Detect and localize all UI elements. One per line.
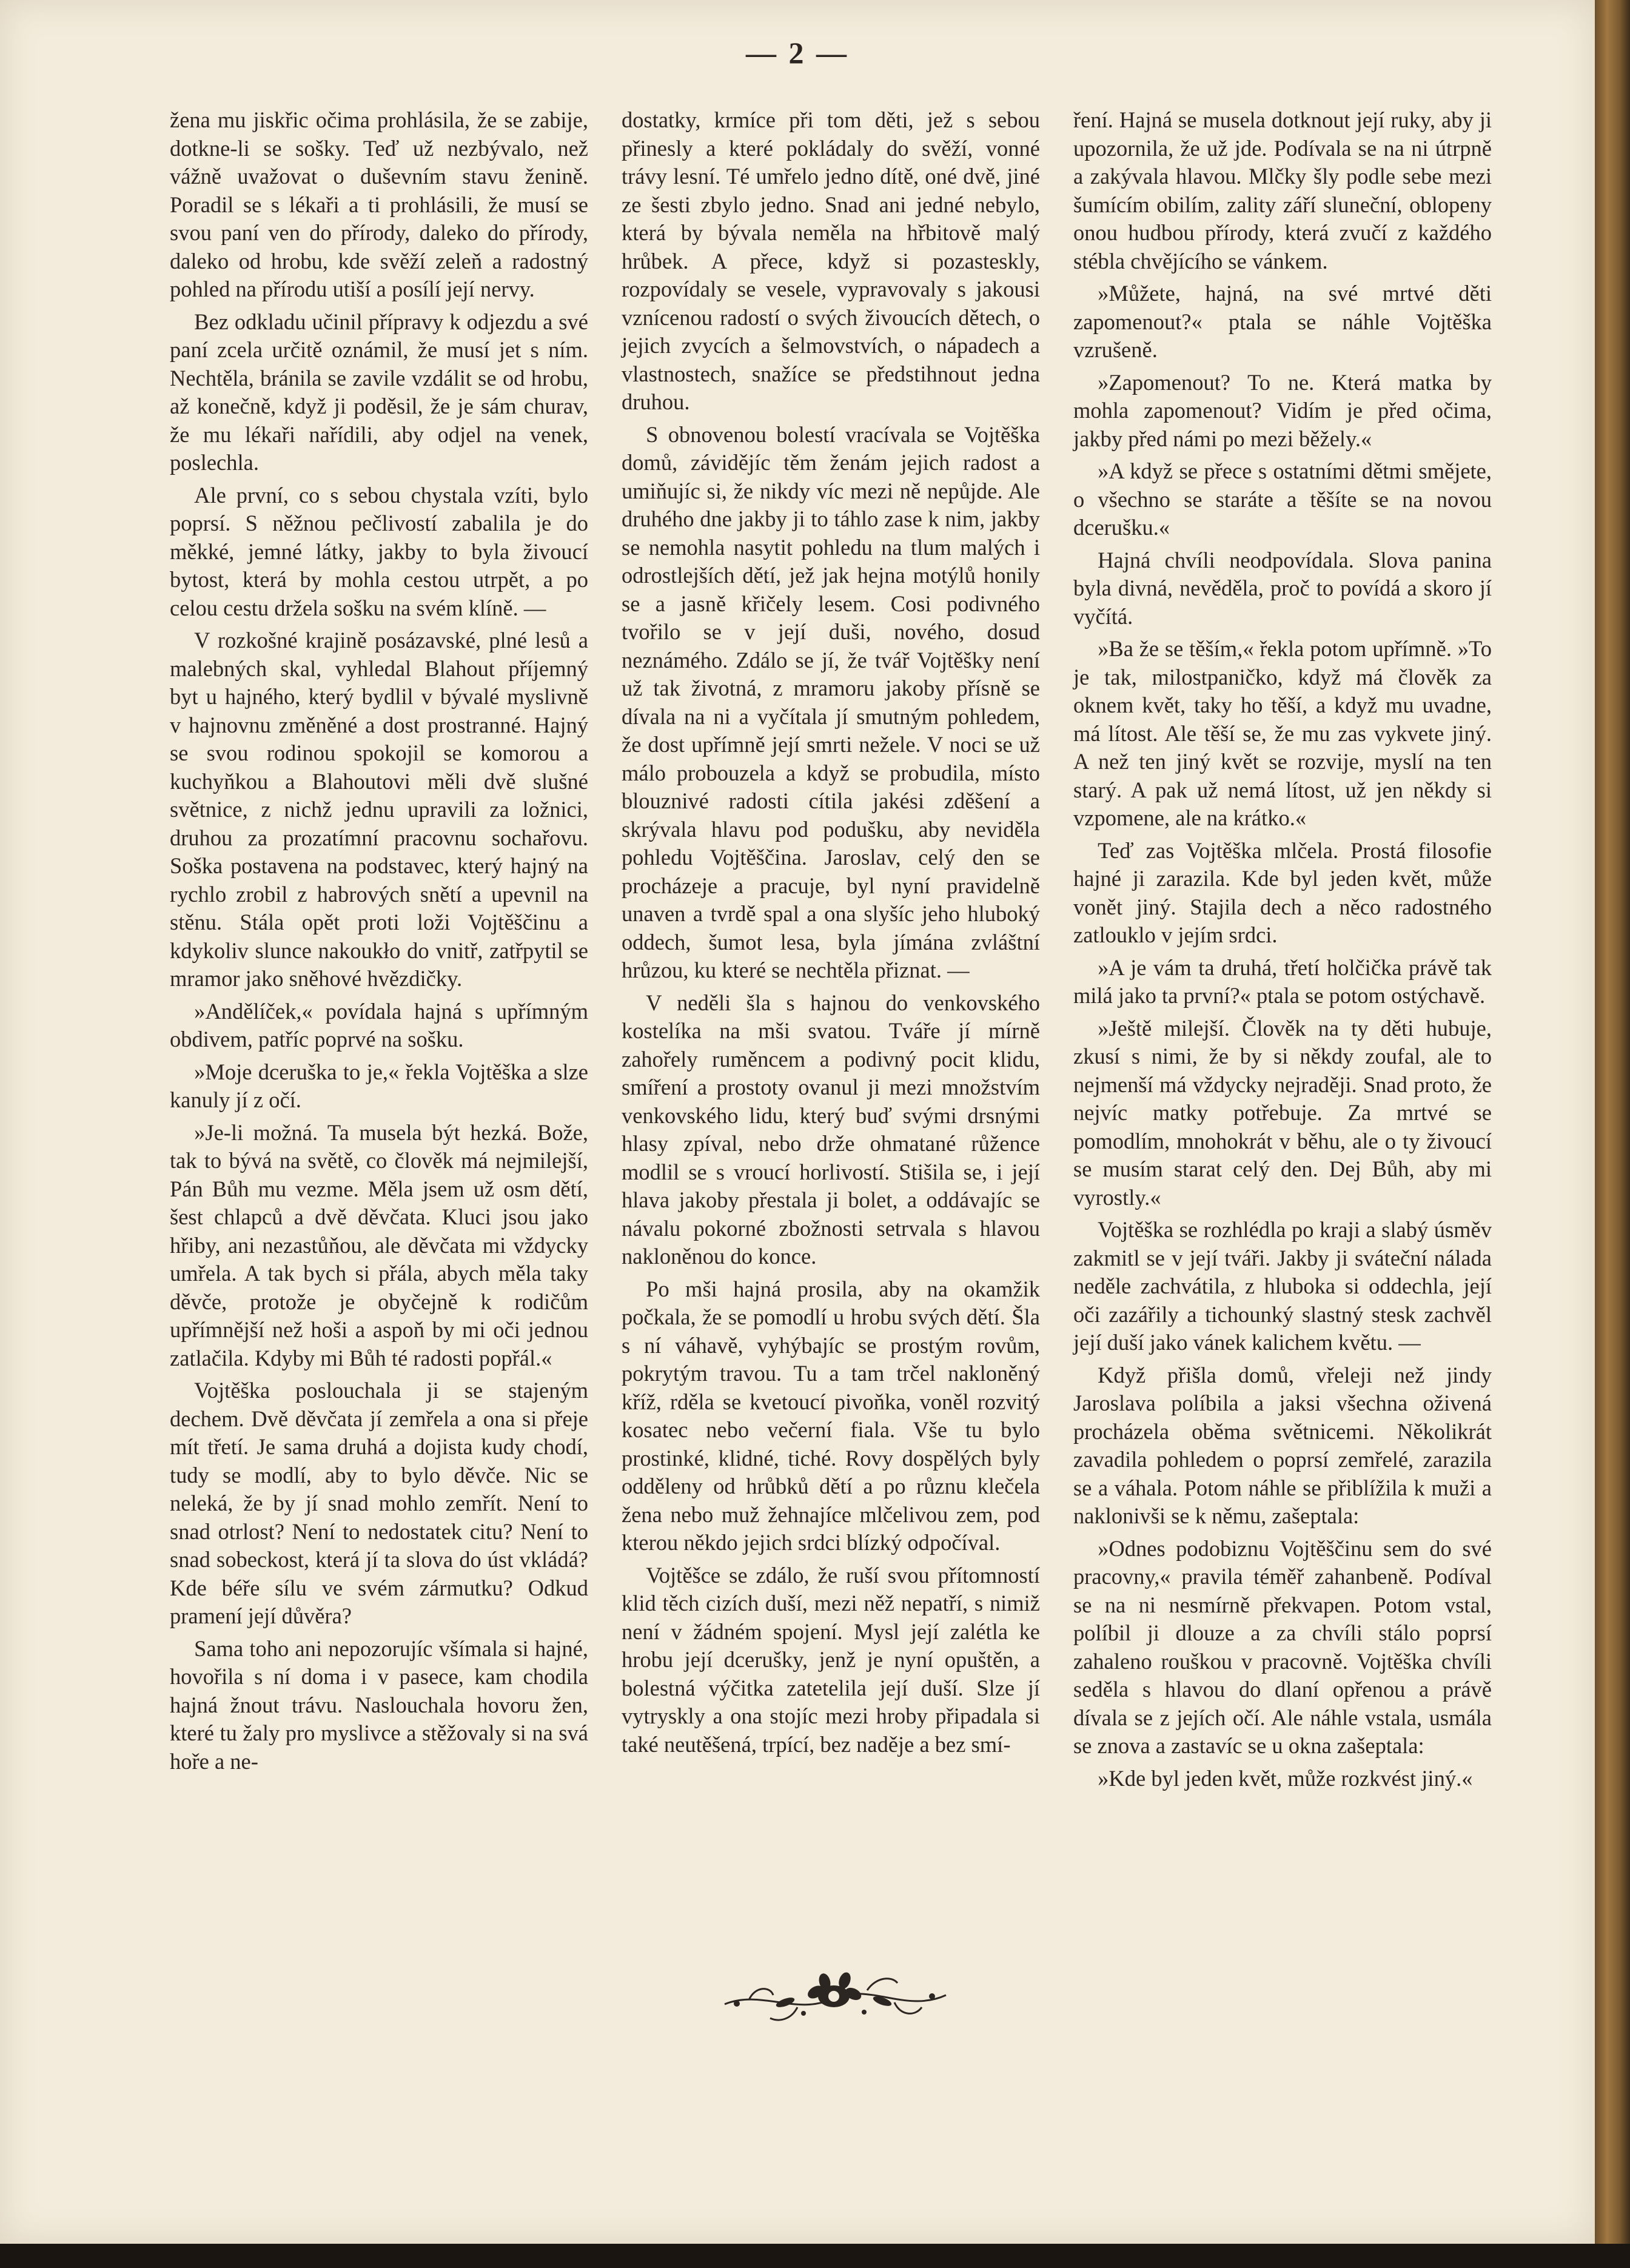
paragraph: Vojtěšce se zdálo, že ruší svou přítomností klid těch cizích duší, mezi něž nepatří, s nimiž není v žádném spojení. Mysl její zalétla ke hrobu její dcerušky, jenž je nyní opuštěn, a bolestná výčitka zatetelila její duší. Slze jí vytryskly a ona stojíc mezi hroby připadala si také neutěšená, trpící, bez naděje a bez smí- [622,1562,1040,1757]
column-2 [622,106,1040,1998]
paragraph: »A když se přece s ostatními dětmi smějete, o všechno se staráte a těšíte se na novou dcerušku.« [1073,458,1492,540]
paragraph: »Zapomenout? To ne. Která matka by mohla zapomenout? Vidím je před očima, jakby před námi po mezi běžely.« [1073,369,1492,451]
paragraph: ření. Hajná se musela dotknout její ruky, aby ji upozornila, že už jde. Podívala se na ni útrpně a zakývala hlavou. Mlčky šly podle sebe mezi šumícím obilím, zality září sluneční, oblopeny onou hudbou přírody, která zvučí z každého stébla chvějícího se vánkem. [1073,107,1492,273]
paragraph: »A je vám ta druhá, třetí holčička právě tak milá jako ta první?« ptala se potom ostýchavě. [1073,955,1492,1008]
paragraph: Sama toho ani nepozorujíc všímala si hajné, hovořila s ní doma i v pasece, kam chodila hajná žnout trávu. Naslouchala hovoru žen, které tu žaly pro myslivce a stěžovaly si na svá hoře a ne- [170,1636,588,1774]
book-spine [1595,0,1630,2268]
floral-ornament-icon [713,1959,955,2031]
page-number: — 2 — [746,36,849,70]
bottom-edge [0,2244,1630,2268]
paragraph: »Odnes podobiznu Vojtěščinu sem do své pracovny,« pravila téměř zahanbeně. Podíval se na ni nesmírně překvapen. Potom vstal, políbil ji dlouze a za chvíli stálo poprsí zahaleno rouškou v pracovně. Vojtěška chvíli seděla s hlavou do dlaní opřenou a právě dívala se z jejích očí. Ale náhle vstala, usmála se znova a zastavíc se u okna zašeptala: [1073,1535,1492,1758]
paragraph: Hajná chvíli neodpovídala. Slova panina byla divná, nevěděla, proč to povídá a skoro jí vyčítá. [1073,547,1492,629]
paragraph: »Je-li možná. Ta musela být hezká. Bože, tak to bývá na světě, co člověk má nejmilejší, Pán Bůh mu vezme. Měla jsem už osm dětí, šest chlapců a dvě děvčata. Kluci jsou jako hřiby, ani nezastůňou, ale děvčata mi vždycky umřela. A tak bych si přála, abych měla taky děvče, protože je obyčejně k rodičům upřímnější než hoši a aspoň by mi oči jednou zatlačila. Kdyby mi Bůh té radosti popřál.« [170,1119,588,1371]
paragraph: Ale první, co s sebou chystala vzíti, bylo poprsí. S něžnou pečlivostí zabalila je do měkké, jemné látky, jakby to byla živoucí bytost, která by mohla cestou utrpět, a po celou cestu držela sošku na svém klíně. — [170,482,588,620]
column-3 [1073,106,1492,1998]
text-columns [170,106,1492,1998]
paragraph: »Andělíček,« povídala hajná s upřímným obdivem, patříc poprvé na sošku. [170,998,588,1052]
paragraph: »Ba že se těším,« řekla potom upřímně. »To je tak, milostpaničko, když má člověk za oknem květ, taky ho těší, a když mu uvadne, má lítost. Ale těší se, že mu zas vykvete jiný. A než ten jiný květ se rozvije, myslí na ten starý. A pak už nemá lítost, už jen někdy si vzpomene, ale na krátko.« [1073,636,1492,830]
paragraph: »Moje dceruška to je,« řekla Vojtěška a slze kanuly jí z očí. [170,1059,588,1112]
paragraph: Vojtěška se rozhlédla po kraji a slabý úsměv zakmitl se v její tváři. Jakby ji sváteční nálada neděle zachvátila, z hluboka si oddechla, její oči zazářily a tichounký slastný stesk zachvěl její duší jako vánek kalichem květu. — [1073,1217,1492,1355]
paragraph: dostatky, krmíce při tom děti, jež s sebou přinesly a které pokládaly do svěží, vonné trávy lesní. Té umřelo jedno dítě, oné dvě, jiné ze šesti zbylo jedno. Snad ani jedné nebylo, která by bývala neměla na hřbitově malý hrůbek. A přece, když si pozasteskly, rozpovídaly se vesele, vypravovaly s jakousi vznícenou radostí o svých živoucích dětech, o jejich zvycích a šelmovstvích, o nápadech a vlastnostech, snažíce se předstihnout jedna druhou. [622,107,1040,414]
paragraph: Vojtěška poslouchala ji se stajeným dechem. Dvě děvčata jí zemřela a ona si přeje mít třetí. Je sama druhá a dojista kudy chodí, tudy se modlí, aby to bylo děvče. Nic se neleká, že by jí snad mohlo zemřít. Není to snad otrlost? Není to nedostatek citu? Není to snad sobeckost, která jí ta slova do úst vkládá? Kde béře sílu ve svém zármutku? Odkud pramení její důvěra? [170,1378,588,1628]
paragraph: Bez odkladu učinil přípravy k odjezdu a své paní zcela určitě oznámil, že musí jet s ním. Nechtěla, bránila se zavile vzdálit se od hrobu, až konečně, když ji poděsil, že je sám churav, že mu lékaři nařídili, aby odjel na venek, poslechla. [170,309,588,475]
paragraph: »Ještě milejší. Člověk na ty děti hubuje, zkusí s nimi, že by si někdy zoufal, ale to nejmenší má vždycky nejraději. Snad proto, že nejvíc matky potřebuje. Za mrtvé se pomodlím, mnohokrát v běhu, ale o ty živoucí se musím starat celý den. Dej Bůh, aby mi vyrostly.« [1073,1015,1492,1210]
column-1 [170,106,588,1998]
paragraph: »Můžete, hajná, na své mrtvé děti zapomenout?« ptala se náhle Vojtěška vzrušeně. [1073,281,1492,362]
paragraph: Po mši hajná prosila, aby na okamžik počkala, že se pomodlí u hrobu svých dětí. Šla s ní váhavě, vyhýbajíc se prostým rovům, pokrytým travou. Tu a tam trčel nakloněný kříž, rděla se kvetoucí pivoňka, voněl rozvitý kosatec nebo večerní fiala. Vše tu bylo prostinké, klidné, tiché. Rovy dospělých byly odděleny od hrůbků dětí a po různu klečela žena nebo muž žehnajíce mlčelivou zem, pod kterou někdo jejich srdci blízký odpočíval. [622,1276,1040,1555]
paragraph: V rozkošné krajině posázavské, plné lesů a malebných skal, vyhledal Blahout příjemný byt u hajného, který bydlil v bývalé myslivně v hajnovnu změněné a dost prostranné. Hajný se svou rodinou spokojil se komorou a kuchyňkou a Blahoutovi měli dvě slušné světnice, z nichž jednu upravili za ložnici, druhou za prozatímní pracovnu sochařovu. Soška postavena na podstavec, který hajný na rychlo zrobil z habrových snětí a upevnil na stěnu. Stála opět proti loži Vojtěščinu a kdykoliv slunce nakoukło do vnitř, zatřpytil se mramor jako sněhové hvězdičky. [170,628,588,991]
paragraph: S obnovenou bolestí vracívala se Vojtěška domů, závidějíc těm ženám jejich radost a umiňujíc si, že nikdy víc mezi ně nepůjde. Ale druhého dne jakby ji to táhlo zase k nim, jakby se nemohla nasytit pohledu na tlum malých i odrostlejších dětí, jež jak hejna motýlů honily se a jasně křičely lesem. Cosi podivného tvořilo se v její duši, nového, dosud neznámého. Zdálo se jí, že tvář Vojtěšky není už tak životná, z mramoru jakoby přísně se dívala na ni a vyčítala jí smutným pohledem, že dost upřímně její smrti nežele. V noci se už málo probouzela a když se probudila, místo blouznivé radosti cítila jakési zděšení a skrývala hlavu pod podušku, aby neviděla pohledu Vojtěščina. Jaroslav, celý den se procházeje a pracuje, byl nyní pravidelně unaven a tvrdě spal a ona slyšíc jeho hluboký oddech, šumot lesa, byla jímána zvláštní hrůzou, ku které se nechtěla přiznat. — [622,421,1040,982]
paragraph: V neděli šla s hajnou do venkovského kostelíka na mši svatou. Tváře jí mírně zahořely ruměncem a podivný pocit klidu, smíření a prostoty ovanul ji mezi množstvím venkovského lidu, který buď svými drsnými hlasy zpíval, nebo drže ohmatané růžence modlil se s vroucí horlivostí. Stišila se, i její hlava jakoby přestala ji bolet, a oddávajíc se návalu pokorné zbožnosti setrvala s hlavou nakloněnou do konce. [622,990,1040,1269]
paragraph: »Kde byl jeden květ, může rozkvést jiný.« [1098,1765,1473,1791]
paragraph: Když přišla domů, vřeleji než jindy Jaroslava políbila a jaksi všechna oživená procházela oběma světnicemi. Několikrát zavadila pohledem o poprsí zemřelé, zarazila se a váhala. Potom náhle se přiblížila k muži a naklonivši se k němu, zašeptala: [1073,1362,1492,1528]
paragraph: žena mu jiskřic očima prohlásila, že se zabije, dotkne-li se sošky. Teď už nezbývalo, než vážně uvažovat o duševním stavu ženině. Poradil se s lékaři a ti prohlásili, že musí se svou paní ven do přírody, daleko do přírody, daleko od hrobu, kde svěží zeleň a radostný pohled na přírodu utiší a posílí její nervy. [170,107,588,301]
paragraph: Teď zas Vojtěška mlčela. Prostá filosofie hajné ji zarazila. Kde byl jeden květ, může vonět jiný. Stajila dech a něco radostného zatlouklo v jejím srdci. [1073,837,1492,947]
